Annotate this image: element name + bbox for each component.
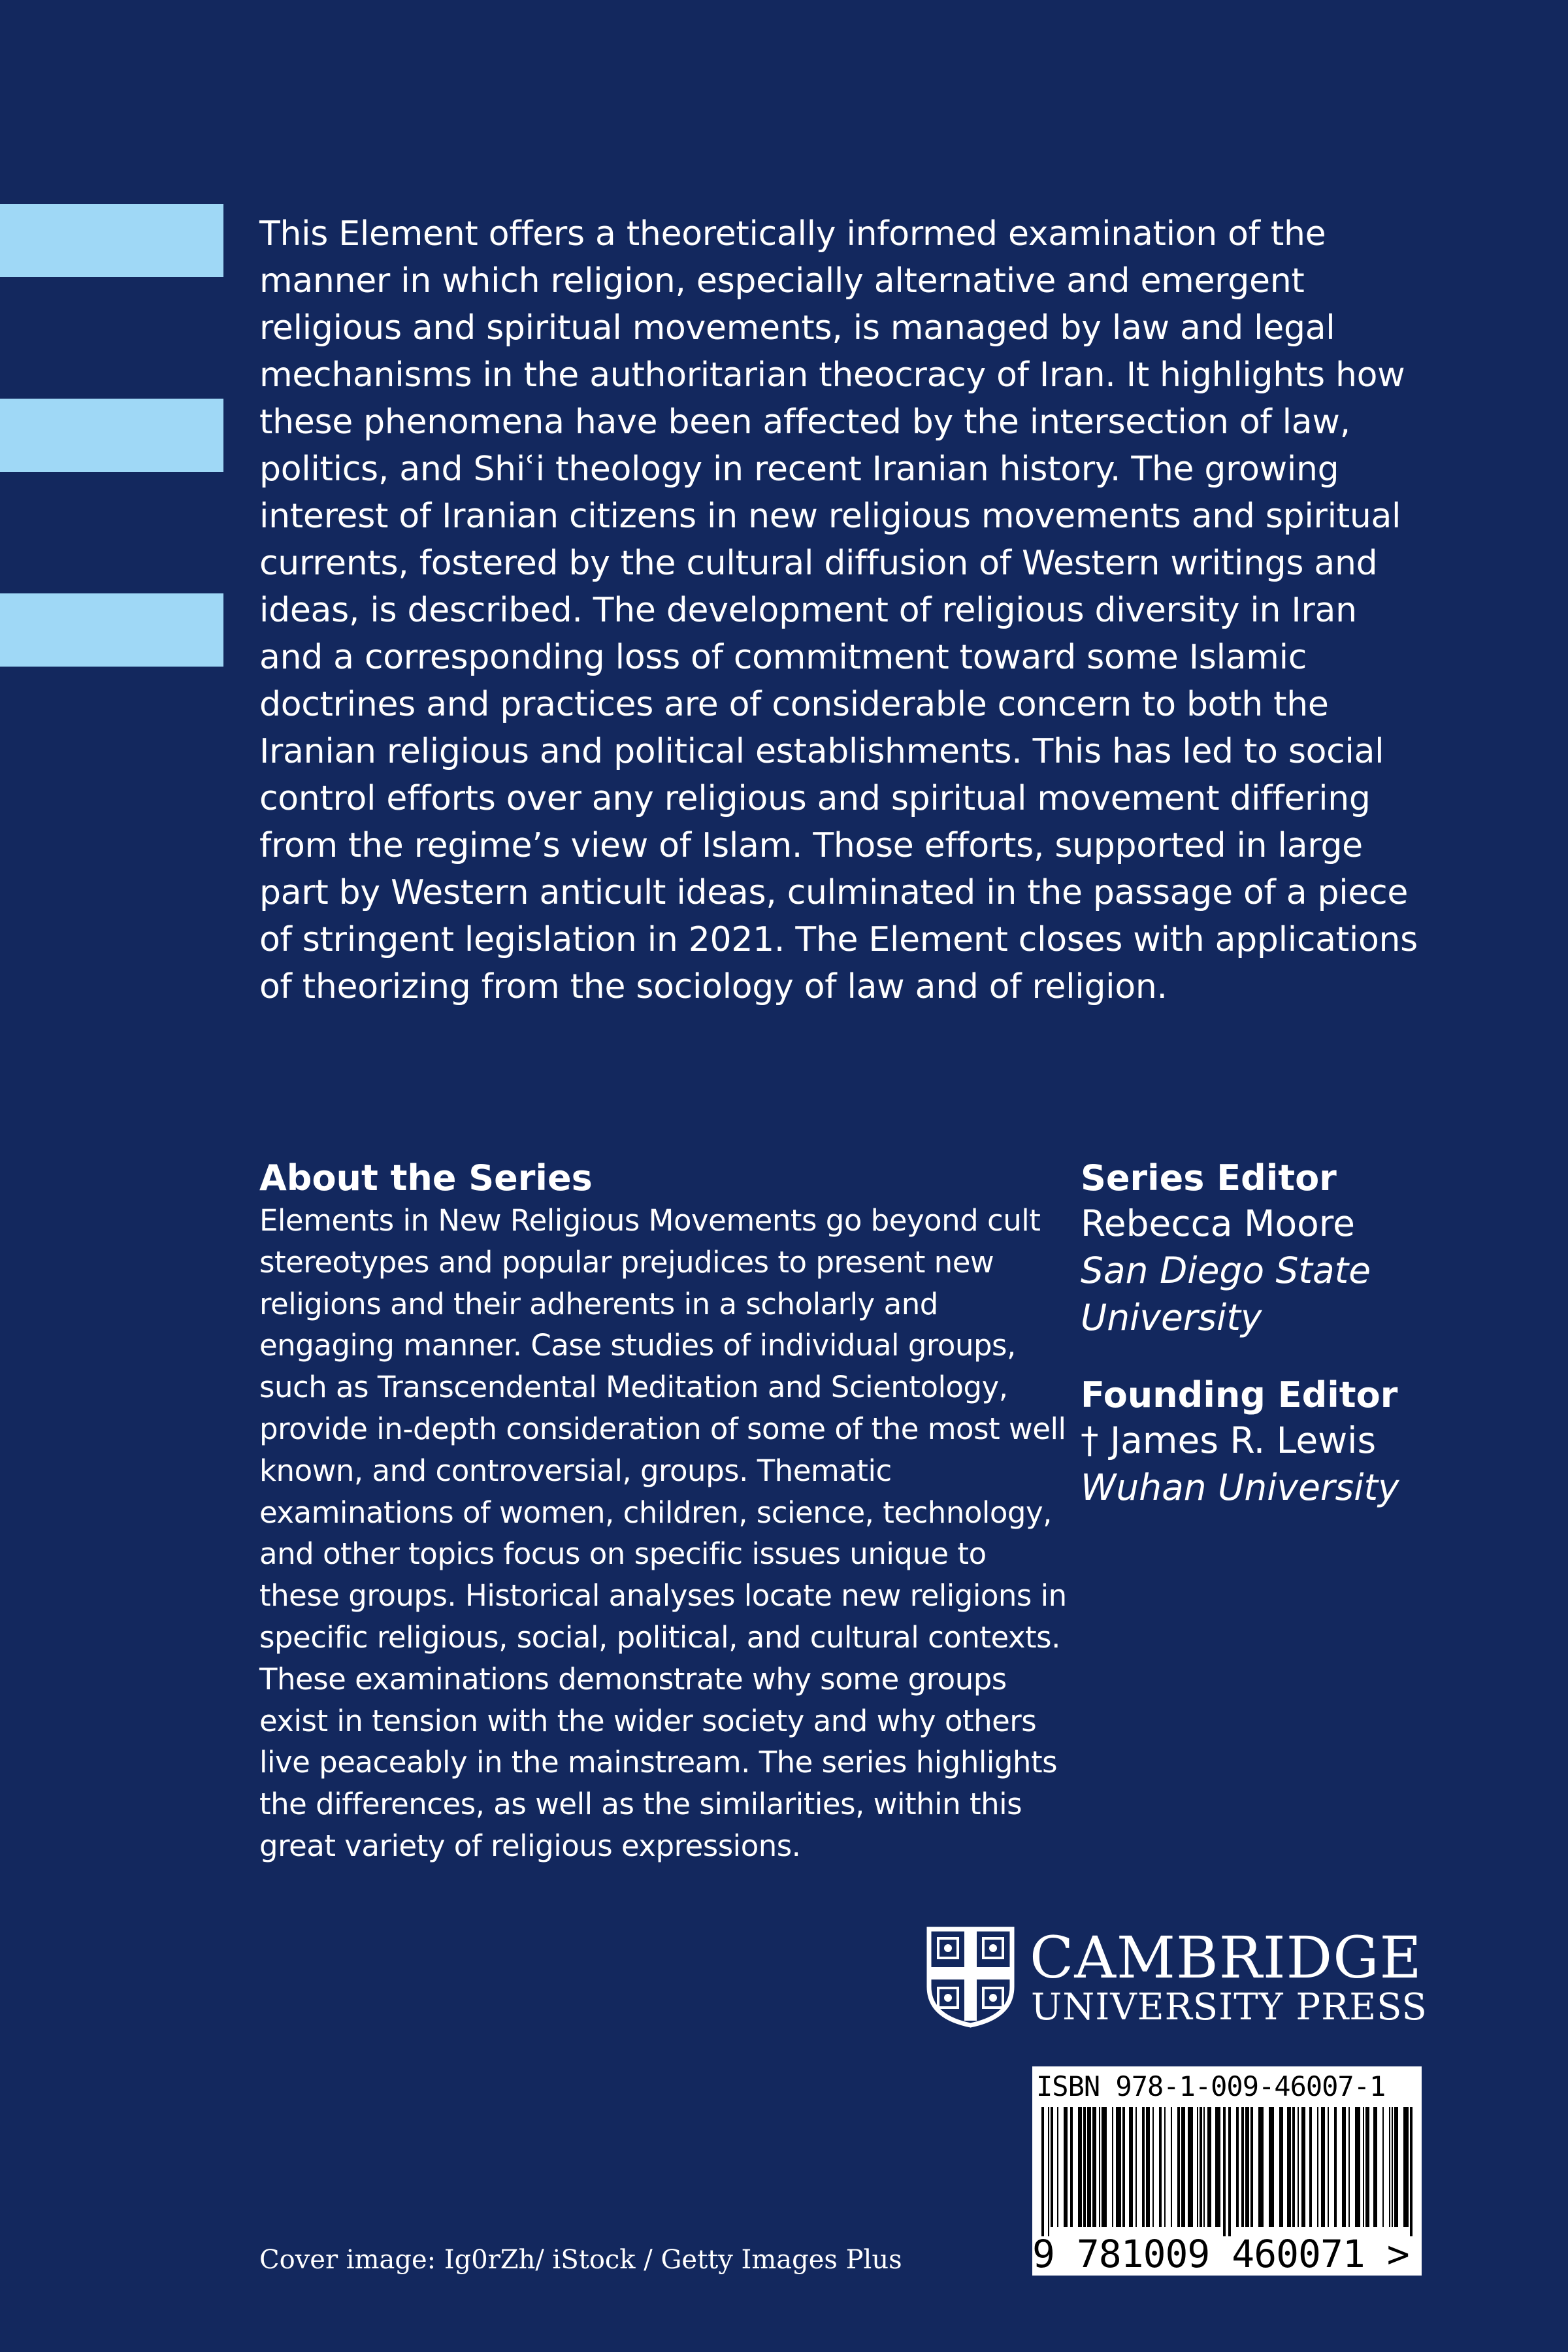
barcode-bar	[1236, 2107, 1239, 2227]
barcode-bar	[1048, 2107, 1049, 2236]
barcode-bar	[1135, 2107, 1137, 2227]
barcode-bar	[1228, 2107, 1231, 2236]
barcode-bar	[1250, 2107, 1253, 2227]
barcode-bar	[1317, 2107, 1318, 2227]
barcode-bar	[1064, 2107, 1068, 2227]
barcode-bar	[1328, 2107, 1329, 2227]
editors-panel	[1081, 1157, 1538, 1511]
barcode-bar	[1348, 2107, 1350, 2227]
cover-image-credit: Cover image: Ig0rZh/ iStock / Getty Images Plus	[259, 2245, 902, 2275]
barcode-bar	[1394, 2107, 1398, 2227]
series-editor-affiliation-line2: University	[1081, 1297, 1262, 1338]
barcode-bar	[1099, 2107, 1100, 2227]
barcode-bar	[1245, 2107, 1249, 2227]
series-editor-name: Rebecca Moore	[1081, 1202, 1355, 1244]
barcode-bar	[1203, 2107, 1205, 2227]
barcode-bar	[1389, 2107, 1390, 2227]
barcode-bar	[1070, 2107, 1073, 2227]
publisher-name: CAMBRIDGE	[1030, 1924, 1422, 1991]
series-editor-heading: Series Editor	[1081, 1157, 1337, 1199]
about-heading: About the Series	[259, 1157, 593, 1199]
barcode-digits: 9 781009 460071 >	[1032, 2232, 1409, 2276]
barcode-bar	[1181, 2107, 1185, 2227]
barcode-bar	[1355, 2107, 1360, 2227]
decorative-stripe-2	[0, 399, 223, 472]
barcode-bar	[1410, 2107, 1413, 2236]
barcode-bar	[1146, 2107, 1150, 2227]
barcode-bar	[1363, 2107, 1364, 2227]
barcode-bars	[1036, 2107, 1418, 2236]
barcode-bar	[1223, 2107, 1226, 2236]
barcode-bar	[1122, 2107, 1125, 2227]
barcode-bar	[1287, 2107, 1291, 2227]
barcode-bar	[1057, 2107, 1058, 2227]
publisher-logo	[926, 1924, 1436, 2031]
barcode-bar	[1392, 2107, 1393, 2227]
barcode-bar	[1083, 2107, 1086, 2227]
barcode-bar	[1051, 2107, 1053, 2227]
barcode-bar	[1298, 2107, 1299, 2227]
series-editor-affiliation-line1: San Diego State	[1081, 1250, 1371, 1291]
barcode-bar	[1365, 2107, 1369, 2227]
isbn-number: ISBN 978-1-009-46007-1	[1036, 2070, 1386, 2102]
barcode-bar	[1207, 2107, 1211, 2227]
barcode-bar	[1078, 2107, 1082, 2227]
barcode-bar	[1321, 2107, 1325, 2227]
isbn-barcode	[1032, 2066, 1422, 2276]
barcode-bar	[1152, 2107, 1154, 2227]
barcode-bar	[1087, 2107, 1091, 2227]
decorative-stripe-1	[0, 204, 223, 277]
barcode-bar	[1112, 2107, 1113, 2227]
founding-editor-affiliation: Wuhan University	[1081, 1466, 1399, 1508]
cambridge-shield-icon	[926, 1927, 1015, 2028]
barcode-bar	[1309, 2107, 1312, 2227]
founding-editor-heading: Founding Editor	[1081, 1374, 1398, 1416]
book-blurb: This Element offers a theoretically informed examination of the manner in which religion, especially alternative and emergent religious and spiritual movements, is managed by law and legal mechanisms in the authoritarian theocracy of Iran. It highlights how these phenomena have been affected by the intersection of law, politics, and Shiʿi theology in recent Iranian history. The growing interest of Iranian citizens in new religious movements and spiritual currents, fostered by the cultural diffusion of Western writings and ideas, is described. The development of religious diversity in Iran and a corresponding loss of commitment toward some Islamic doctrines and practices are of considerable concern to both the Iranian religious and political establishments. This has led to social control efforts over any religious and spiritual movement differing from the regime’s view of Islam. Those efforts, supported in large part by Western anticult ideas, culminated in the passage of a piece of stringent legislation in 2021. The Element closes with applications of theorizing from the sociology of law and of religion.	[259, 214, 1418, 1006]
barcode-bar	[1171, 2107, 1172, 2227]
barcode-bar	[1092, 2107, 1096, 2227]
barcode-bar	[1241, 2107, 1244, 2227]
publisher-subname: UNIVERSITY PRESS	[1031, 1986, 1428, 2029]
barcode-bar	[1334, 2107, 1337, 2227]
founding-editor-name: † James R. Lewis	[1081, 1419, 1377, 1461]
decorative-stripe-3	[0, 593, 223, 667]
barcode-bar	[1102, 2107, 1107, 2227]
barcode-bar	[1159, 2107, 1162, 2227]
about-text: Elements in New Religious Movements go beyond cult stereotypes and popular prejudices to present new religions and their adherents in a scholarly and engaging manner. Case studies of individual groups, such as Transcendental Meditation and Scientology, provide in-depth consideration of some of the most well known, and controversial, groups. Thematic examinations of women, children, science, technology, and other topics focus on specific issues unique to these groups. Historical analyses locate new religions in specific religious, social, political, and cultural contexts. These examinations demonstrate why some groups exist in tension with the wider society and why others live peaceably in the mainstream. The series highlights the differences, as well as the similarities, within this great variety of religious expressions.	[259, 1203, 1067, 1863]
barcode-bar	[1215, 2107, 1220, 2227]
barcode-bar	[1301, 2107, 1305, 2227]
barcode-bar	[1164, 2107, 1166, 2227]
barcode-bar	[1373, 2107, 1377, 2227]
barcode-bar	[1200, 2107, 1202, 2227]
barcode-bar	[1258, 2107, 1264, 2227]
barcode-bar	[1129, 2107, 1133, 2227]
barcode-bar	[1142, 2107, 1145, 2227]
barcode-bar	[1269, 2107, 1274, 2227]
barcode-bar	[1342, 2107, 1346, 2227]
barcode-bar	[1188, 2107, 1193, 2227]
about-the-series	[259, 1157, 1070, 1867]
barcode-bar	[1041, 2107, 1044, 2236]
barcode-bar	[1116, 2107, 1121, 2227]
barcode-bar	[1382, 2107, 1384, 2227]
barcode-bar	[1177, 2107, 1180, 2227]
barcode-bar	[1197, 2107, 1198, 2227]
barcode-bar	[1403, 2107, 1409, 2227]
barcode-bar	[1292, 2107, 1295, 2227]
barcode-bar	[1279, 2107, 1283, 2227]
